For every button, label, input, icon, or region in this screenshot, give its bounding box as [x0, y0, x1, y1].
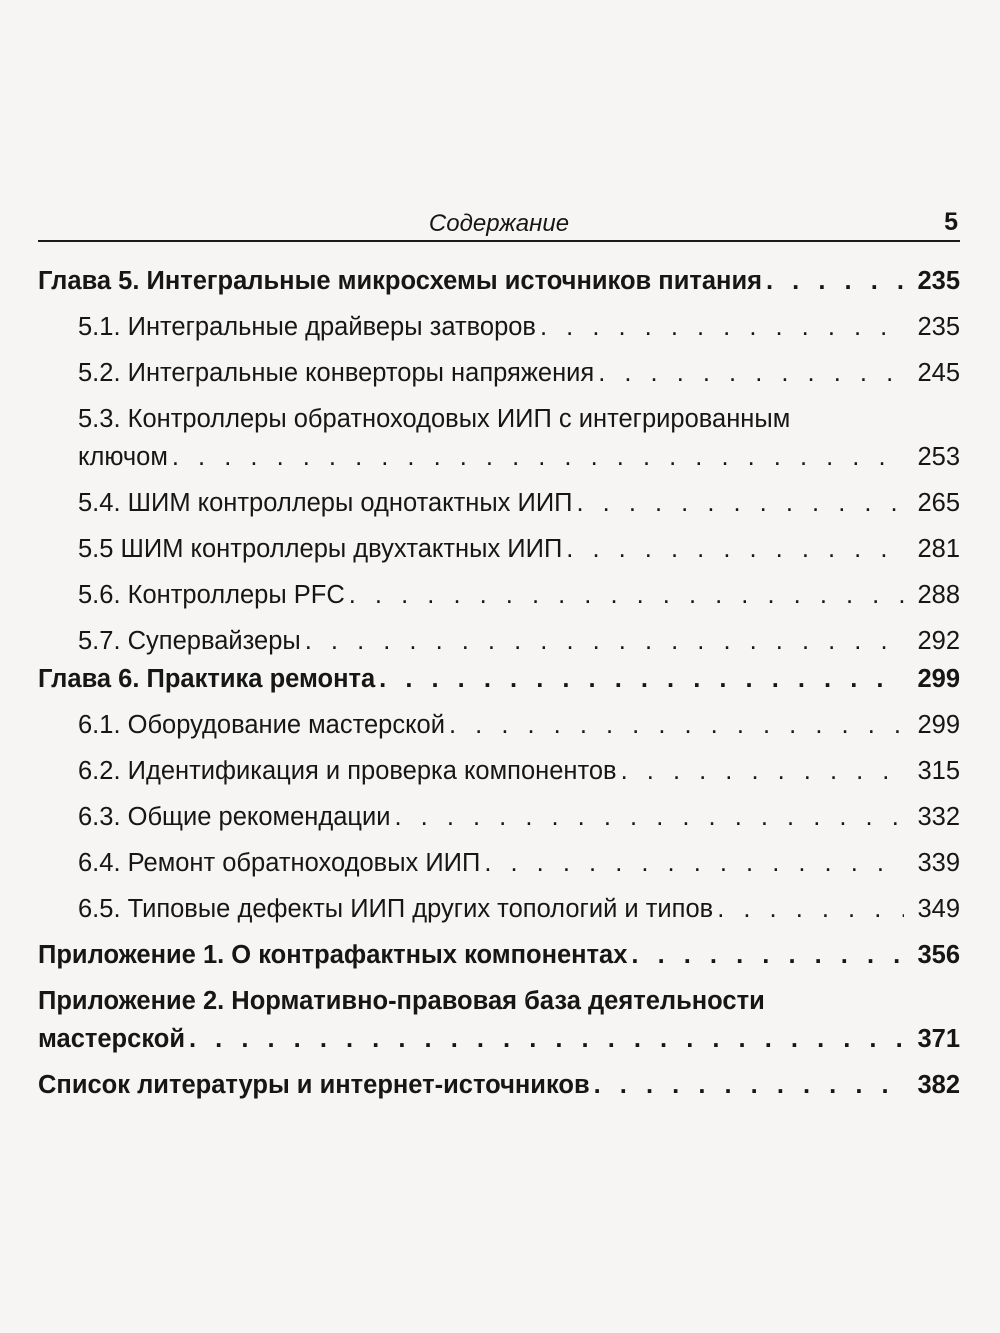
- dot-leader: [305, 622, 904, 660]
- toc-entry-title: 5.4. ШИМ контроллеры однотактных ИИП: [78, 489, 573, 517]
- page-number: 5: [944, 208, 958, 236]
- toc-entry-page: 235: [917, 267, 960, 295]
- toc-entry-title: 6.4. Ремонт обратноходовых ИИП: [78, 849, 481, 877]
- toc-entry-page: 235: [917, 313, 960, 341]
- dot-leader: [631, 936, 904, 974]
- toc-entry-page: 349: [917, 895, 960, 923]
- toc-entry-6-4: [38, 844, 960, 882]
- toc-entry-title: 5.7. Супервайзеры: [78, 627, 301, 655]
- toc-entry-title-line1: 5.3. Контроллеры обратноходовых ИИП с интегрированным: [78, 405, 791, 433]
- dot-leader: [172, 438, 904, 476]
- dot-leader: [395, 798, 905, 836]
- running-title: Содержание: [428, 210, 570, 237]
- dot-leader: [379, 660, 904, 698]
- toc-entry-5-1: [38, 308, 960, 346]
- dot-leader: [449, 706, 904, 744]
- dot-leader: [577, 484, 905, 522]
- toc-entry-5-3: [38, 400, 960, 476]
- toc-entry-title: 5.6. Контроллеры PFC: [78, 581, 345, 609]
- toc-entry-page: 382: [917, 1071, 960, 1099]
- toc-entry-page: 371: [917, 1025, 960, 1053]
- toc-entry-chapter-5: [38, 262, 960, 300]
- toc-entry-title: Список литературы и интернет-источников: [38, 1071, 590, 1099]
- toc-entry-5-7: [38, 622, 960, 660]
- toc-entry-page: 245: [917, 359, 960, 387]
- toc-entry-5-5: [38, 530, 960, 568]
- toc-entry-page: 356: [917, 941, 960, 969]
- toc-entry-title: Глава 6. Практика ремонта: [38, 665, 376, 693]
- toc-entry-title-line1: Приложение 2. Нормативно-правовая база деятельности: [38, 987, 765, 1015]
- toc-entry-chapter-6: [38, 660, 960, 698]
- running-header: [38, 206, 960, 242]
- toc-entry-page: 315: [917, 757, 960, 785]
- toc-entry-6-3: [38, 798, 960, 836]
- toc-entry-appendix-1: [38, 936, 960, 974]
- toc-entry-title: 6.1. Оборудование мастерской: [78, 711, 445, 739]
- toc-entry-6-5: [38, 890, 960, 928]
- toc-entry-title: Глава 5. Интегральные микросхемы источников питания: [38, 267, 763, 295]
- dot-leader: [594, 1066, 904, 1104]
- toc-entry-title: 6.2. Идентификация и проверка компонентов: [78, 757, 617, 785]
- dot-leader: [717, 890, 904, 928]
- toc-entry-5-4: [38, 484, 960, 522]
- toc-entry-title: 5.1. Интегральные драйверы затворов: [78, 313, 536, 341]
- table-of-contents: [38, 262, 960, 1104]
- toc-entry-appendix-2: [38, 982, 960, 1058]
- toc-entry-6-2: [38, 752, 960, 790]
- toc-entry-page: 299: [917, 711, 960, 739]
- dot-leader: [349, 576, 904, 614]
- toc-entry-page: 253: [917, 443, 960, 471]
- toc-entry-title: 6.3. Общие рекомендации: [78, 803, 391, 831]
- dot-leader: [598, 354, 904, 392]
- dot-leader: [484, 844, 904, 882]
- toc-entry-page: 281: [917, 535, 960, 563]
- dot-leader: [621, 752, 904, 790]
- toc-entry-title-line2: мастерской: [38, 1025, 185, 1053]
- toc-entry-title: 5.2. Интегральные конверторы напряжения: [78, 359, 595, 387]
- toc-entry-5-2: [38, 354, 960, 392]
- toc-entry-title: Приложение 1. О контрафактных компонентах: [38, 941, 628, 969]
- dot-leader: [766, 262, 904, 300]
- toc-entry-page: 292: [917, 627, 960, 655]
- dot-leader: [566, 530, 904, 568]
- toc-entry-title-line2: ключом: [78, 443, 168, 471]
- dot-leader: [189, 1020, 904, 1058]
- toc-entry-page: 299: [917, 665, 960, 693]
- toc-entry-page: 339: [917, 849, 960, 877]
- dot-leader: [540, 308, 904, 346]
- toc-entry-title: 6.5. Типовые дефекты ИИП других топологий и типов: [78, 895, 714, 923]
- toc-entry-bibliography: [38, 1066, 960, 1104]
- toc-entry-page: 288: [917, 581, 960, 609]
- toc-entry-page: 265: [917, 489, 960, 517]
- toc-entry-title: 5.5 ШИМ контроллеры двухтактных ИИП: [78, 535, 563, 563]
- toc-entry-5-6: [38, 576, 960, 614]
- toc-entry-6-1: [38, 706, 960, 744]
- toc-entry-page: 332: [917, 803, 960, 831]
